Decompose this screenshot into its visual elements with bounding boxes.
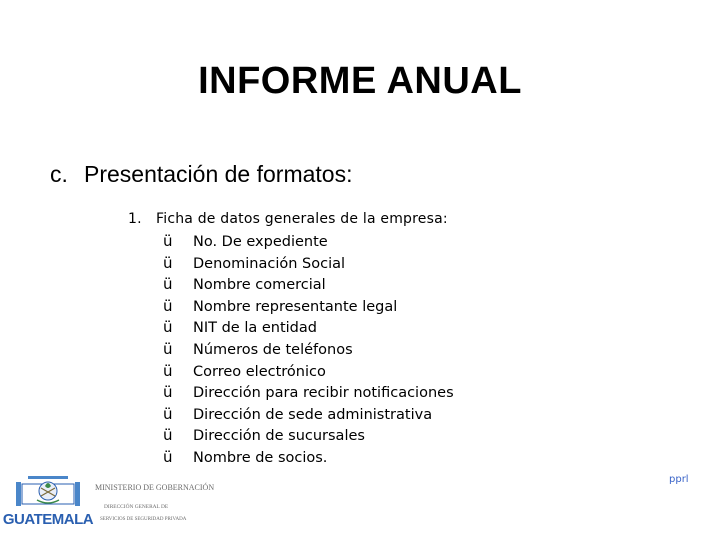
ministry-logo-text bbox=[94, 480, 215, 528]
check-icon: ü bbox=[163, 447, 173, 466]
list-item-label: Denominación Social bbox=[193, 255, 346, 272]
list-item-label: Nombre de socios. bbox=[193, 449, 328, 466]
list-item-label: Nombre representante legal bbox=[193, 298, 398, 315]
list-item bbox=[163, 425, 454, 447]
field-checklist bbox=[163, 231, 454, 469]
page-title: INFORME ANUAL bbox=[198, 60, 522, 102]
list-item bbox=[163, 447, 454, 469]
list-item-label: Nombre comercial bbox=[193, 277, 326, 294]
check-icon: ü bbox=[163, 318, 173, 337]
item-label: Ficha de datos generales de la empresa: bbox=[156, 211, 448, 227]
list-item-label: NIT de la entidad bbox=[193, 320, 317, 337]
list-item-label: No. De expediente bbox=[193, 234, 328, 250]
list-item bbox=[163, 296, 454, 318]
list-item bbox=[163, 317, 454, 339]
direction-line-1: DIRECCIÓN GENERAL DE bbox=[104, 504, 169, 510]
check-icon: ü bbox=[163, 426, 173, 445]
check-icon: ü bbox=[163, 232, 173, 250]
direction-line-2: SERVICIOS DE SEGURIDAD PRIVADA bbox=[100, 517, 187, 522]
check-icon: ü bbox=[163, 383, 173, 402]
check-icon: ü bbox=[163, 404, 173, 423]
check-icon: ü bbox=[163, 339, 173, 358]
check-icon: ü bbox=[163, 361, 173, 380]
list-item bbox=[163, 274, 454, 296]
list-item-label: Dirección de sucursales bbox=[193, 428, 365, 445]
ministry-name: MINISTERIO DE GOBERNACIÓN bbox=[95, 483, 215, 492]
list-item bbox=[163, 404, 454, 426]
logo-country: GUATEMALA bbox=[2, 511, 94, 528]
guatemala-logo bbox=[2, 474, 94, 532]
list-item bbox=[163, 231, 454, 253]
check-icon: ü bbox=[163, 275, 173, 294]
list-item-label: Dirección de sede administrativa bbox=[193, 406, 433, 423]
list-item bbox=[163, 361, 454, 383]
list-item bbox=[163, 339, 454, 361]
section-subtitle bbox=[50, 161, 352, 188]
list-item bbox=[163, 253, 454, 275]
list-item-label: Dirección para recibir notificaciones bbox=[193, 385, 454, 402]
footer-code: pprl bbox=[669, 474, 689, 485]
coat-of-arms-icon bbox=[16, 476, 80, 506]
item-heading bbox=[128, 211, 448, 227]
subtitle-text: Presentación de formatos: bbox=[84, 161, 353, 187]
list-item-label: Números de teléfonos bbox=[193, 341, 353, 358]
list-item-label: Correo electrónico bbox=[193, 363, 326, 380]
item-number: 1. bbox=[128, 211, 142, 227]
subtitle-marker: c. bbox=[50, 161, 68, 187]
list-item bbox=[163, 382, 454, 404]
check-icon: ü bbox=[163, 253, 173, 272]
check-icon: ü bbox=[163, 296, 173, 315]
